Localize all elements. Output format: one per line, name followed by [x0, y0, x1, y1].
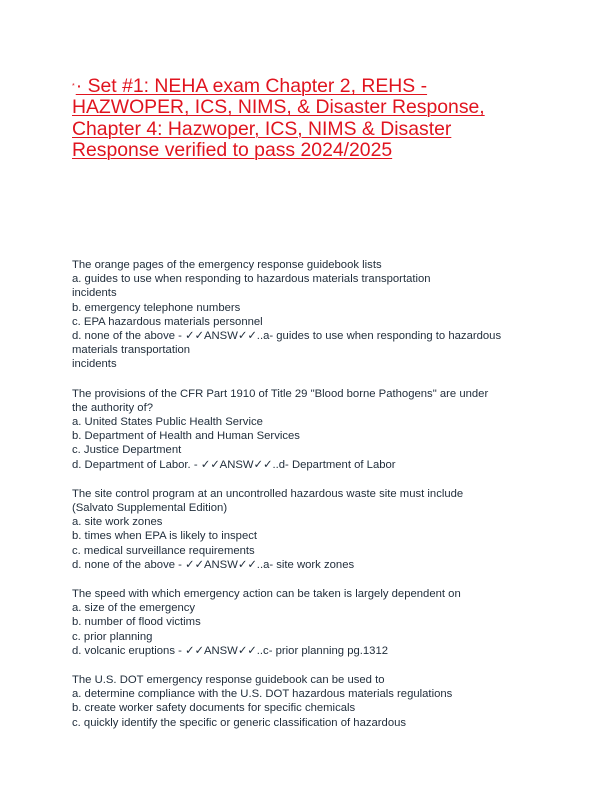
- question-line: a. guides to use when responding to hazardous materials transportation: [72, 273, 431, 286]
- question-line: c. Justice Department: [72, 444, 182, 457]
- question-line: c. medical surveillance requirements: [72, 544, 255, 557]
- question-line: a. size of the emergency: [72, 602, 196, 615]
- document-title-link[interactable]: [72, 76, 542, 162]
- question-block: [72, 587, 552, 658]
- question-line: b. Department of Health and Human Services: [72, 430, 300, 443]
- question-line: d. none of the above - ✓✓ANSW✓✓..a- guides to use when responding to hazardous: [72, 330, 502, 343]
- question-line: incidents: [72, 358, 117, 371]
- question-block: [72, 387, 552, 472]
- question-line: c. prior planning: [72, 630, 153, 643]
- question-line: c. quickly identify the specific or generic classification of hazardous: [72, 716, 407, 729]
- question-line: materials transportation: [72, 344, 191, 357]
- question-block: [72, 258, 552, 372]
- question-line: the authority of?: [72, 401, 154, 414]
- question-list: [72, 258, 552, 745]
- question-line: b. create worker safety documents for specific chemicals: [72, 702, 356, 715]
- question-text: The U.S. DOT emergency response guidebook can be used to: [72, 674, 385, 687]
- question-line: a. determine compliance with the U.S. DOT hazardous materials regulations: [72, 688, 453, 701]
- question-line: d. Department of Labor. - ✓✓ANSW✓✓..d- Department of Labor: [72, 458, 396, 471]
- document-title-text: · Set #1: NEHA exam Chapter 2, REHS - HAZWOPER, ICS, NIMS, & Disaster Response, Chapter 4: Hazwoper, ICS, NIMS & Disaster Response verified to pass 2024/2025: [72, 75, 485, 162]
- question-line: incidents: [72, 287, 117, 300]
- question-line: d. none of the above - ✓✓ANSW✓✓..a- site work zones: [72, 558, 355, 571]
- question-line: (Salvato Supplemental Edition): [72, 502, 228, 515]
- question-line: a. site work zones: [72, 516, 163, 529]
- question-block: [72, 673, 552, 730]
- question-line: b. emergency telephone numbers: [72, 301, 241, 314]
- title-marker: *: [72, 83, 75, 90]
- question-text: The orange pages of the emergency response guidebook lists: [72, 259, 382, 271]
- question-line: a. United States Public Health Service: [72, 416, 263, 429]
- question-block: [72, 487, 552, 572]
- question-text: The speed with which emergency action can be taken is largely dependent on: [72, 588, 461, 601]
- question-line: c. EPA hazardous materials personnel: [72, 315, 263, 328]
- question-text: The provisions of the CFR Part 1910 of Title 29 "Blood borne Pathogens" are under: [72, 387, 489, 400]
- question-line: d. volcanic eruptions - ✓✓ANSW✓✓..c- prior planning pg.1312: [72, 644, 389, 657]
- question-line: b. number of flood victims: [72, 616, 201, 629]
- question-text: The site control program at an uncontrolled hazardous waste site must include: [72, 487, 464, 500]
- question-line: b. times when EPA is likely to inspect: [72, 530, 258, 543]
